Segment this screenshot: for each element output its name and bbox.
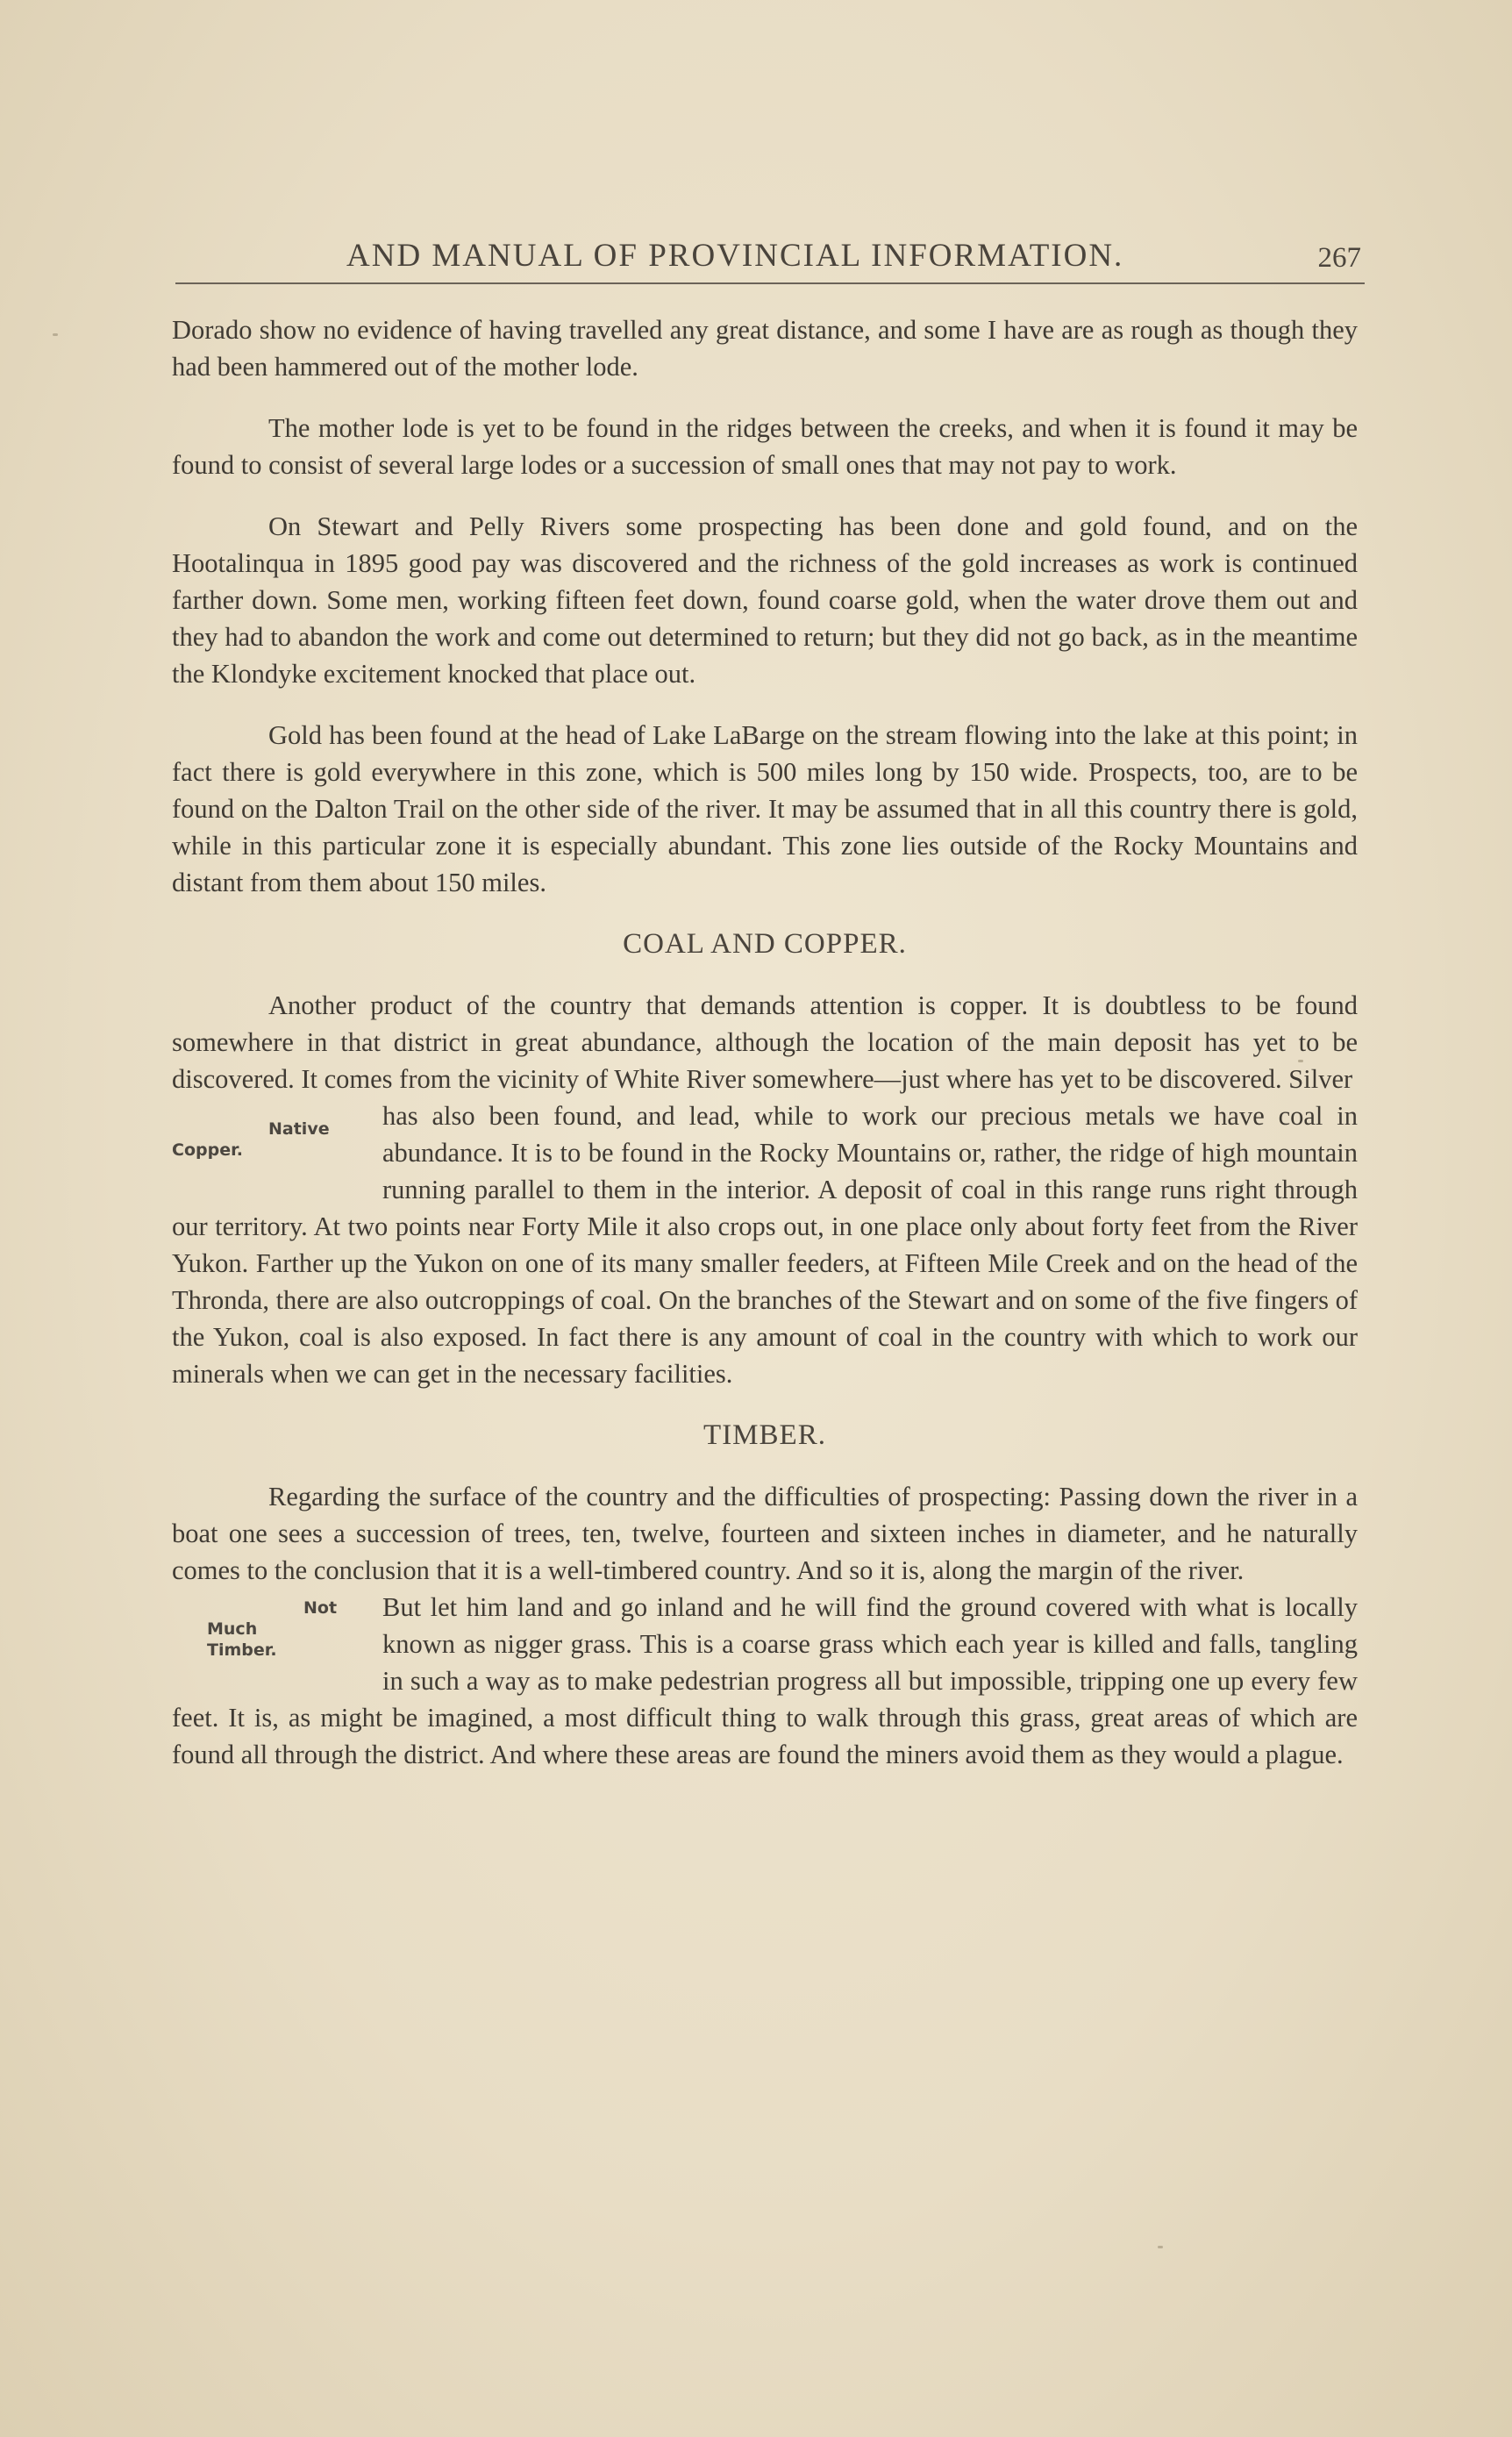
heading-timber: TIMBER. — [703, 1419, 826, 1451]
sidenote-not-much-timber — [172, 1592, 382, 1694]
header-rule — [175, 282, 1365, 284]
paragraph-timber-rest: But let him land and go inland and he will find the ground covered with what is locally known as nigger grass. This is a coarse grass which each year is killed and falls, tangling in such a way as to make pedestrian progress all but impossible, tripping one up every few feet. It is, as might be imagined, a most difficult thing to walk through this grass, great areas of which are found all through the district. And where these areas are found the miners avoid them as they would a plague. — [172, 1592, 1358, 1769]
paragraph-lake-labarge: Gold has been found at the head of Lake LaBarge on the stream flowing into the lake at this point; in fact there is gold everywhere in this zone, which is 500 miles long by 150 wide. Prospects, too, are to be found on the Dalton Trail on the other side of the river. It may be assumed that in all this country there is gold, while in this particular zone it is especially abundant. This zone lies outside of the Rocky Mountains and distant from them about 150 miles. — [172, 720, 1358, 897]
paper-speck — [1298, 1060, 1303, 1062]
running-title: AND MANUAL OF PROVINCIAL INFORMATION. — [346, 238, 1124, 274]
heading-coal-and-copper: COAL AND COPPER. — [623, 928, 907, 960]
page-number: 267 — [1317, 242, 1361, 274]
paragraph-coal-copper-start: Another product of the country that demands attention is copper. It is doubtless to be found somewhere in that district in great abundance, although the location of the main deposit has yet to be discovered. It comes from the vicinity of White River somewhere—just where has yet to be discovered. Silver — [172, 990, 1358, 1094]
paragraph-timber-start: Regarding the surface of the country and the difficulties of prospecting: Passing down the river in a boat one sees a succession of trees, ten, twelve, fourteen and sixteen inches in diameter, and he naturally comes to the conclusion that it is a well-timbered country. And so it is, along the margin of the river. — [172, 1482, 1358, 1585]
paragraph-coal-copper — [172, 987, 1358, 1392]
paragraph-timber — [172, 1478, 1358, 1773]
page-header — [175, 237, 1368, 289]
sidenote-line-1: Not Much — [207, 1598, 338, 1639]
paragraph-mother-lode: The mother lode is yet to be found in the ridges between the creeks, and when it is found it may be found to consist of several large lodes or a succession of small ones that may not pay to work. — [172, 413, 1358, 480]
paper-speck — [1158, 2246, 1163, 2248]
paper-speck — [53, 333, 58, 336]
paragraph-coal-copper-rest: has also been found, and lead, while to work our precious metals we have coal in abundance. It is to be found in the Rocky Mountains or, rather, the ridge of high mountain running parallel to them in the interior. A deposit of coal in this range runs right through our territory. At two points near Forty Mile it also crops out, in one place only about forty feet from the River Yukon. Farther up the Yukon on one of its many smaller feeders, at Fifteen Mile Creek and on the head of the Thronda, there are also outcroppings of coal. On the branches of the Stewart and on some of the five fingers of the Yukon, coal is also exposed. In fact there is any amount of coal in the country with which to work our minerals when we can get in the necessary facilities. — [172, 1101, 1358, 1389]
paragraph-stewart-pelly: On Stewart and Pelly Rivers some prospecting has been done and gold found, and on the Hootalinqua in 1895 good pay was discovered and the richness of the gold increases as work is continued farther down. Some men, working fifteen feet down, found coarse gold, when the water drove them out and they had to abandon the work and come out determined to return; but they did not go back, as in the meantime the Klondyke excitement knocked that place out. — [172, 511, 1358, 689]
page-body — [172, 311, 1358, 1797]
paragraph-continued: Dorado show no evidence of having travelled any great distance, and some I have are as rough as though they had been hammered out of the mother lode. — [172, 315, 1358, 382]
sidenote-native-copper: Native Copper. — [172, 1119, 330, 1160]
sidenote-line-2: Timber. — [207, 1640, 277, 1660]
